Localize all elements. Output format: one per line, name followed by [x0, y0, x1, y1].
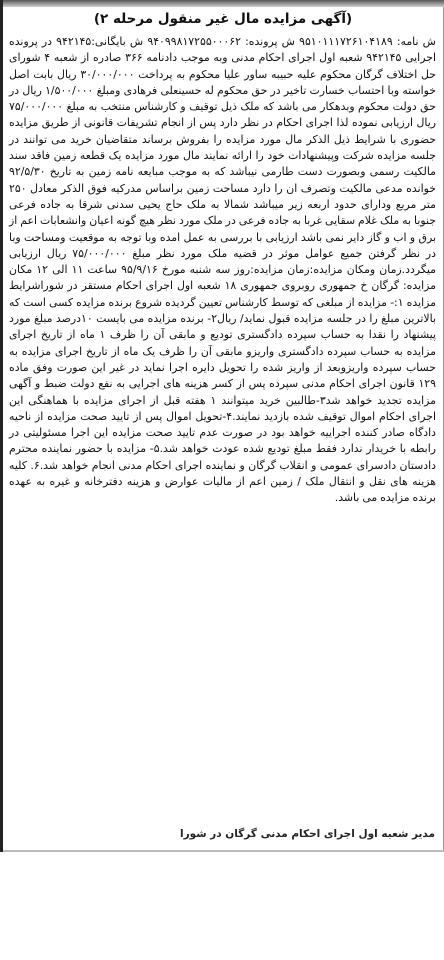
notice-body: ش نامه: ۹۵۱۰۱۱۱۷۲۶۱۰۴۱۸۹ ش پرونده: ۹۴۰۹۹۸۱۷۲۵۵۰۰۰۶۲ ش بایگانی:۹۴۲۱۴۵ در پرونده اجرایی ۹۴۲۱۴۵ شعبه اول اجرای احکام مدنی وبه موجب دادنامه ۳۶۶ صادره از شعبه ۴ شورای حل اختلاف گرگان محکوم علیه حبیبه ساور علیا محکوم به پرداخت ۳۰/۰۰۰/۰۰۰ ریال بابت اصل خواسته وبا احتساب خسارت تاخیر در حق محکوم له حسینعلی فرهادی ومبلغ ۱/۵۰۰/۰۰۰ ریال در حق دولت محکوم وبدهکار می باشد که ملک ذیل توقیف و کارشناس منتخب به مبلغ ۷۵/۰۰۰/۰۰۰ ریال ارزیابی نموده لذا اجرای احکام در نظر دارد پس از انجام تشریفات قانونی از طریق مزایده حضوری با شرایط ذیل الذکر مال مورد مزایده را بفروش برساند متقاضیان خرید می توانند در جلسه مزایده شرکت وپیشنهادات خود را ارائه نمایند مال مورد مزایده یک قطعه زمین فاقد سند مالکیت رسمی وبصورت دست طارمی نیباشد که به موجب مبایعه نامه زمین به تاریخ ۹۲/۵/۳۰ خوانده مدعی مالکیت وتصرف ان را دارد مساحت زمین براساس مدرکیه فوق الذکر معادل ۲۵۰ متر مربع ودارای حدود اربعه زیر میباشد شمالا به ملک حاج یحیی سدنی شرقا به جاده فرعی جنوبا به ملک غلام سقایی غربا به جاده فرعی در ملک مورد نظر هیچ گونه اعیان وانشعابات اعم از برق و اب و گاز دایر نمی باشد ارزیابی با بررسی به عمل امده وبا توجه به موقعیت ومساحت وبا در نظر گرفتن جمیع عوامل موثر در قضیه ملک مورد نظر مبلغ ۷۵/۰۰۰/۰۰۰ ریال ارزیابی میگردد.زمان ومکان مزایده:زمان مزایده:روز سه شنبه مورخ ۹۵/۹/۱۶ ساعت ۱۱ الی ۱۲ مکان مزایده: گرگان خ جمهوری روبروی جمهوری ۱۸ شعبه اول اجرای احکام مستقر در شوراشرایط مزایده ۱:- مزایده از مبلغی که توسط کارشناس تعیین گردیده شروع برنده مزایده کسی است که بالاترین مبلغ را در جلسه مزایده قبول نماید/ ریال۲- برنده مزایده می بایست ۱۰درصد مبلغ مورد پیشنهاد را نقدا به حساب سپرده دادگستری تودیع و مابقی آن را ظرف ۱ ماه از تاریخ اجرای مزایده به حساب سپرده دادگستری واریزو مابقی آن را ظرف یک ماه از تاریخ اجرای مزایده به حساب سپرده واریزوبعد از واریز شده را تحویل دایره اجرا نماید در غیر این صورت وفق ماده ۱۲۹ قانون اجرای احکام مدنی سپرده پس از کسر هزینه های اجرایی به نفع دولت ضبط و آگهی مزایده تجدید خواهد شد۳-طالبین خرید میتوانند ۱ هفته قبل از اجرای مزایده با هماهنگی این اجرای احکام اموال توقیف شده بازدید نمایند.۴-تحویل اموال پس از تایید صحت مزایده از ناحیه دادگاه صادر کننده اجراییه خواهد بود در صورت عدم تایید صحت مزایده این اجرا مسئولیتی در رابطه با خریدار ندارد فقط مبلغ تودیع شده عودت خواهد شد.۵- مزایده با حضور نماینده محترم دادستان دادسرای عمومی و انقلاب گرگان و نماینده اجرای احکام مدنی انجام خواهد شد.۶. کلیه هزینه های نقل و انتقال ملک / زمین اعم از مالیات عوارض و هزینه دفترخانه و غیره به عهده برنده مزایده می باشد.: [9, 35, 437, 505]
notice-signature: مدیر شعبه اول اجرای احکام مدنی گرگان در شورا: [179, 828, 435, 840]
notice-title: (آگهی مزایده مال غیر منقول مرحله ۲): [93, 11, 353, 27]
bottom-edge: [3, 850, 444, 852]
header-strip: [3, 0, 444, 7]
